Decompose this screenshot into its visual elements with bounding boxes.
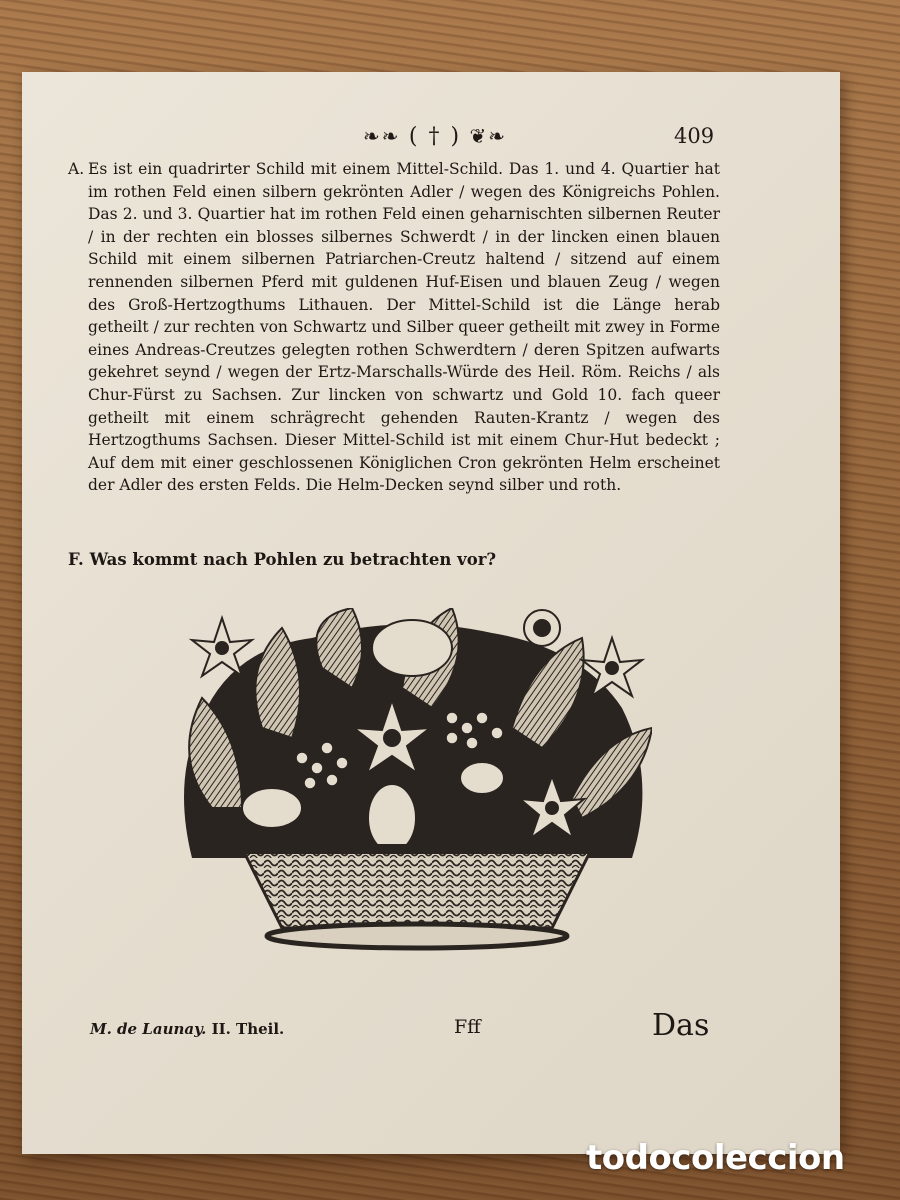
flower-basket-illustration [152,608,652,958]
footer-author [90,1020,284,1038]
paragraph-text: Es ist ein quadrirter Schild mit einem Mittel-Schild. Das 1. und 4. Quartier hat im rothen Feld einen silbern gekrönten Adler / wegen des Königreichs Pohlen. Das 2. und 3. Quartier hat im rothen Feld einen geharnischten silbernen Reuter / in der rechten ein blosses silbernes Schwerdt / in der lincken einen blauen Schild mit einem silbernen Patriarchen-Creutz haltend / sitzend auf einem rennenden silbernen Pferd mit guldenen Huf-Eisen und blauen Zeug / wegen des Groß-Hertzogthums Lithauen. Der Mittel-Schild ist die Länge herab getheilt / zur rechten von Schwartz und Silber queer getheilt mit zwey in Forme eines Andreas-Creutzes gelegten rothen Schwerdtern / deren Spitzen aufwarts gekehret seynd / wegen der Ertz-Marschalls-Würde des Heil. Röm. Reichs / als Chur-Fürst zu Sachsen. Zur lincken von schwartz und Gold 10. fach queer getheilt mit einem schrägrecht gehenden Rauten-Krantz / wegen des Hertzogthums Sachsen. Dieser Mittel-Schild ist mit einem Chur-Hut bedeckt ; Auf dem mit einer geschlossenen Königlichen Cron gekrönten Helm erscheinet der Adler des ersten Felds. Die Helm-Decken seynd silber und roth. [88,160,720,495]
question-f [68,550,668,569]
paragraph-a [68,158,720,497]
basket-rim [242,844,592,854]
watermark-logo: todocoleccion [586,1138,845,1178]
ornament-cross-icon: ( † ) [408,124,462,149]
basket-base [267,924,567,948]
header-ornament [340,124,530,150]
question-text: Was kommt nach Pohlen zu betrachten vor? [89,550,497,569]
footer-part: II. Theil. [211,1020,285,1038]
page-number: 409 [674,124,715,148]
ornament-right-icon: ❦❧ [469,124,507,148]
basket-body [242,848,592,928]
paragraph-label: A. [68,160,85,178]
catchword: Das [652,1008,710,1043]
signature-mark: Fff [454,1016,481,1038]
page-header [22,124,840,154]
footer-author-name: M. de Launay. [90,1020,207,1038]
question-label: F. [68,550,84,569]
book-page [22,72,840,1154]
ornament-left-icon: ❧❧ [363,124,401,148]
